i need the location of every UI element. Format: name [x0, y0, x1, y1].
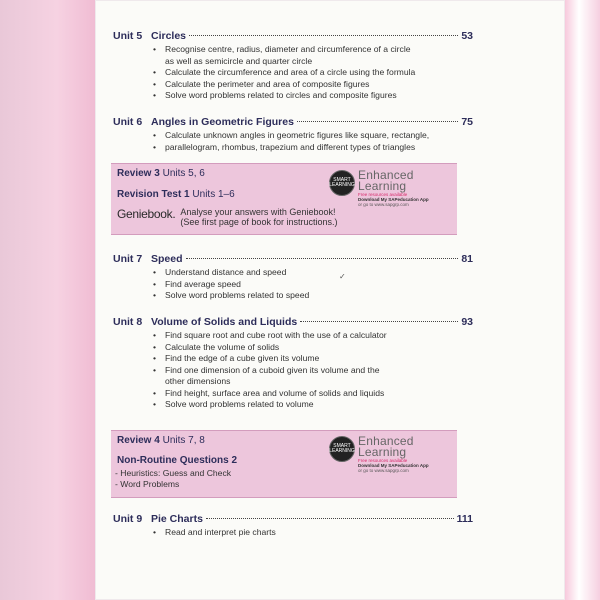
list-item: • Recognise centre, radius, diameter and circumference of a circle — [153, 44, 473, 56]
list-item: other dimensions — [165, 376, 231, 386]
list-item: • Solve word problems related to speed — [153, 290, 473, 302]
list-item: • Find square root and cube root with the use of a calculator — [153, 330, 473, 342]
list-item: • Calculate the circumference and area of a circle using the formula — [153, 67, 473, 79]
leader-dots — [206, 518, 454, 519]
unit-8-entry — [113, 316, 473, 411]
unit-6-objectives — [113, 130, 473, 153]
unit-title: Volume of Solids and Liquids — [151, 316, 298, 328]
leader-dots — [186, 258, 459, 259]
badge-url-text: or go to www.sapgrp.com — [358, 468, 409, 473]
list-item: • Calculate the volume of solids — [153, 342, 473, 354]
non-routine-item: - Word Problems — [115, 479, 180, 489]
revision-test-units: Units 1–6 — [192, 189, 235, 200]
list-item: as well as semicircle and quarter circle — [165, 55, 313, 66]
unit-8-objectives — [113, 330, 473, 411]
unit-9-objectives — [113, 527, 473, 539]
enhanced-learning-badge — [329, 170, 439, 207]
unit-title: Angles in Geometric Figures — [151, 116, 294, 128]
unit-title: Pie Charts — [151, 513, 203, 525]
leader-dots — [300, 321, 458, 322]
list-item: • Calculate the perimeter and area of composite figures — [153, 79, 473, 91]
list-item: • Understand distance and speed — [153, 267, 473, 279]
badge-title: Enhanced — [358, 168, 414, 182]
list-item: • Find average speed — [153, 279, 473, 291]
unit-7-objectives — [113, 267, 473, 302]
review-title: Review 3 — [117, 168, 160, 179]
tick-mark: ✓ — [339, 272, 346, 281]
list-item: • Find the edge of a cube given its volume — [153, 353, 473, 365]
review-4-box — [111, 430, 457, 498]
review-title: Review 4 — [117, 435, 160, 446]
geniebook-line: Analyse your answers with Geniebook! — [180, 207, 336, 217]
unit-6-entry — [113, 116, 473, 153]
unit-label: Unit 7 — [113, 253, 143, 265]
non-routine-title: Non-Routine Questions 2 — [117, 455, 237, 466]
review-3-box — [111, 163, 457, 235]
badge-title: Learning — [358, 445, 407, 459]
non-routine-item: - Heuristics: Guess and Check — [115, 468, 232, 478]
smart-learning-icon: SMART LEARNING — [329, 170, 355, 196]
geniebook-logo: Geniebook. — [117, 207, 176, 221]
unit-7-entry — [113, 253, 473, 302]
unit-title: Circles — [151, 30, 187, 42]
unit-title: Speed — [151, 253, 183, 265]
enhanced-learning-badge — [329, 436, 439, 473]
list-item: • Solve word problems related to circles and composite figures — [153, 90, 473, 102]
unit-5-objectives — [113, 44, 473, 102]
unit-label: Unit 8 — [113, 316, 143, 328]
geniebook-line: (See first page of book for instructions.) — [180, 217, 338, 227]
page-number: 81 — [461, 253, 473, 265]
unit-9-entry — [113, 513, 473, 539]
list-item: • Solve word problems related to volume — [153, 399, 473, 411]
review-units: Units 5, 6 — [162, 168, 205, 179]
badge-download-text: Download My SAPeducation App — [358, 197, 429, 202]
page-number: 111 — [456, 513, 473, 525]
badge-title: Learning — [358, 179, 407, 193]
badge-title: Enhanced — [358, 434, 414, 448]
leader-dots — [189, 35, 458, 36]
unit-label: Unit 9 — [113, 513, 143, 525]
leader-dots — [297, 121, 458, 122]
unit-5-entry — [113, 30, 473, 102]
review-units: Units 7, 8 — [162, 435, 205, 446]
badge-download-text: Download My SAPeducation App — [358, 463, 429, 468]
unit-label: Unit 5 — [113, 30, 143, 42]
badge-free-text: Free resources available — [358, 192, 408, 197]
left-page-edge — [0, 0, 95, 600]
list-item: • Find one dimension of a cuboid given its volume and the — [153, 365, 473, 377]
revision-test-title: Revision Test 1 — [117, 189, 190, 200]
badge-url-text: or go to www.sapgrp.com — [358, 202, 409, 207]
unit-label: Unit 6 — [113, 116, 143, 128]
list-item: • Find height, surface area and volume of solids and liquids — [153, 388, 473, 400]
list-item: • parallelogram, rhombus, trapezium and different types of triangles — [153, 142, 473, 154]
smart-learning-icon: SMART LEARNING — [329, 436, 355, 462]
right-page-edge — [565, 0, 600, 600]
page-number: 53 — [461, 30, 473, 42]
list-item: • Calculate unknown angles in geometric figures like square, rectangle, — [153, 130, 473, 142]
page-number: 75 — [461, 116, 473, 128]
badge-free-text: Free resources available — [358, 458, 408, 463]
list-item: • Read and interpret pie charts — [153, 527, 473, 539]
page-number: 93 — [461, 316, 473, 328]
